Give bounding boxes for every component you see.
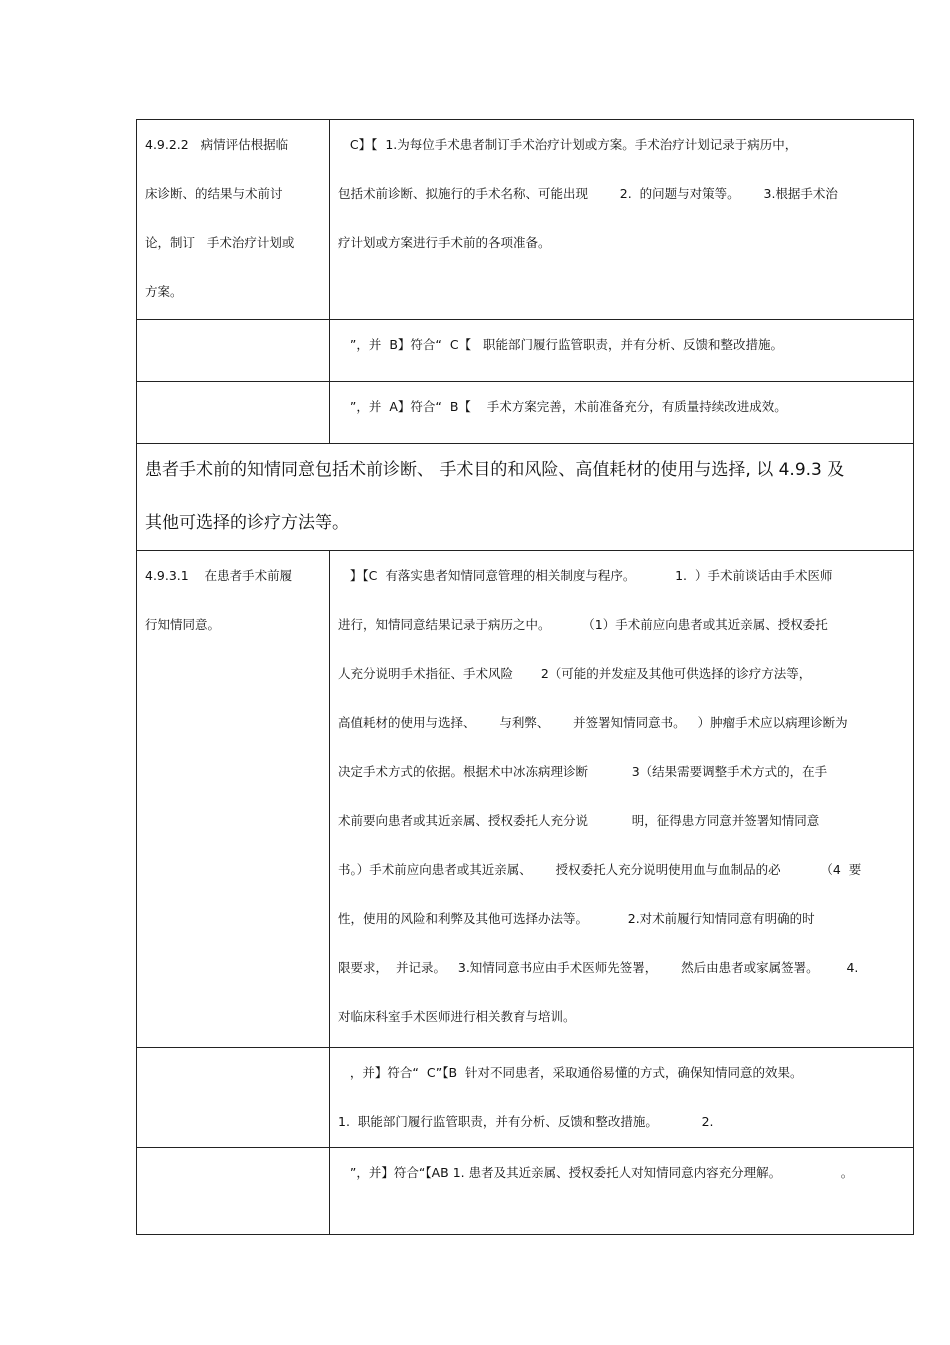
text-line: 性，使用的风险和利弊及其他可选择办法等。 2.对术前履行知情同意有明确的时 — [338, 911, 815, 926]
grade-cell — [330, 1148, 914, 1235]
text-line: 床诊断、的结果与术前讨 — [145, 186, 283, 201]
table-row — [137, 120, 914, 320]
table-row — [137, 382, 914, 444]
text-line: 高值耗材的使用与选择、 与利弊、 并签署知情同意书。 ）肿瘤手术应以病理诊断为 — [338, 715, 848, 730]
empty-cell — [137, 320, 330, 382]
text-line: 4.9.3.1 在患者手术前履 — [145, 568, 293, 583]
grade-cell — [330, 382, 914, 444]
requirement-cell — [330, 551, 914, 1048]
requirement-cell — [330, 120, 914, 320]
heading-line: 其他可选择的诊疗方法等。 — [145, 513, 349, 533]
table-row — [137, 1148, 914, 1235]
table-row — [137, 1048, 914, 1148]
text-line: 进行，知情同意结果记录于病历之中。 （1）手术前应向患者或其近亲属、授权委托 — [338, 617, 828, 632]
empty-cell — [137, 382, 330, 444]
text-line: 对临床科室手术医师进行相关教育与培训。 — [338, 1009, 576, 1024]
table-row — [137, 444, 914, 551]
text-line: ”，并 B】符合“ C【 职能部门履行监管职责，并有分析、反馈和整改措施。 — [338, 337, 783, 352]
criterion-cell — [137, 120, 330, 320]
section-heading — [137, 444, 914, 551]
text-line: 1. 职能部门履行监管职责，并有分析、反馈和整改措施。 2. — [338, 1114, 714, 1129]
standards-table — [136, 119, 914, 1235]
text-line: 术前要向患者或其近亲属、授权委托人充分说 明，征得患方同意并签署知情同意 — [338, 813, 820, 828]
text-line: 方案。 — [145, 284, 183, 299]
text-line: ”，并】符合“【AB 1. 患者及其近亲属、授权委托人对知情同意内容充分理解。 。 — [338, 1165, 854, 1180]
text-line: 书。）手术前应向患者或其近亲属、 授权委托人充分说明使用血与血制品的必 （4 要 — [338, 862, 862, 877]
text-line: ”，并 A】符合“ B【 手术方案完善，术前准备充分，有质量持续改进成效。 — [338, 399, 787, 414]
table-row — [137, 551, 914, 1048]
text-line: 包括术前诊断、拟施行的手术名称、可能出现 2. 的问题与对策等。 3.根据手术治 — [338, 186, 838, 201]
text-line: 疗计划或方案进行手术前的各项准备。 — [338, 235, 551, 250]
empty-cell — [137, 1048, 330, 1148]
text-line: 限要求， 并记录。 3.知情同意书应由手术医师先签署， 然后由患者或家属签署。 4. — [338, 960, 859, 975]
criterion-cell — [137, 551, 330, 1048]
table-row — [137, 320, 914, 382]
text-line: 】【C 有落实患者知情同意管理的相关制度与程序。 1. ）手术前谈话由手术医师 — [338, 568, 833, 583]
grade-cell — [330, 1048, 914, 1148]
text-line: 人充分说明手术指征、手术风险 2（可能的并发症及其他可供选择的诊疗方法等， — [338, 666, 812, 681]
text-line: 决定手术方式的依据。根据术中冰冻病理诊断 3（结果需要调整手术方式的，在手 — [338, 764, 828, 779]
text-line: ，并】符合“ C”【B 针对不同患者，采取通俗易懂的方式，确保知情同意的效果。 — [338, 1065, 803, 1080]
text-line: 4.9.2.2 病情评估根据临 — [145, 137, 289, 152]
grade-cell — [330, 320, 914, 382]
text-line: 论，制订 手术治疗计划或 — [145, 235, 295, 250]
text-line: 行知情同意。 — [145, 617, 221, 632]
empty-cell — [137, 1148, 330, 1235]
heading-line: 患者手术前的知情同意包括术前诊断、 手术目的和风险、高值耗材的使用与选择, 以 4.9.3 及 — [145, 460, 845, 480]
text-line: C】【 1.为每位手术患者制订手术治疗计划或方案。手术治疗计划记录于病历中， — [338, 137, 798, 152]
